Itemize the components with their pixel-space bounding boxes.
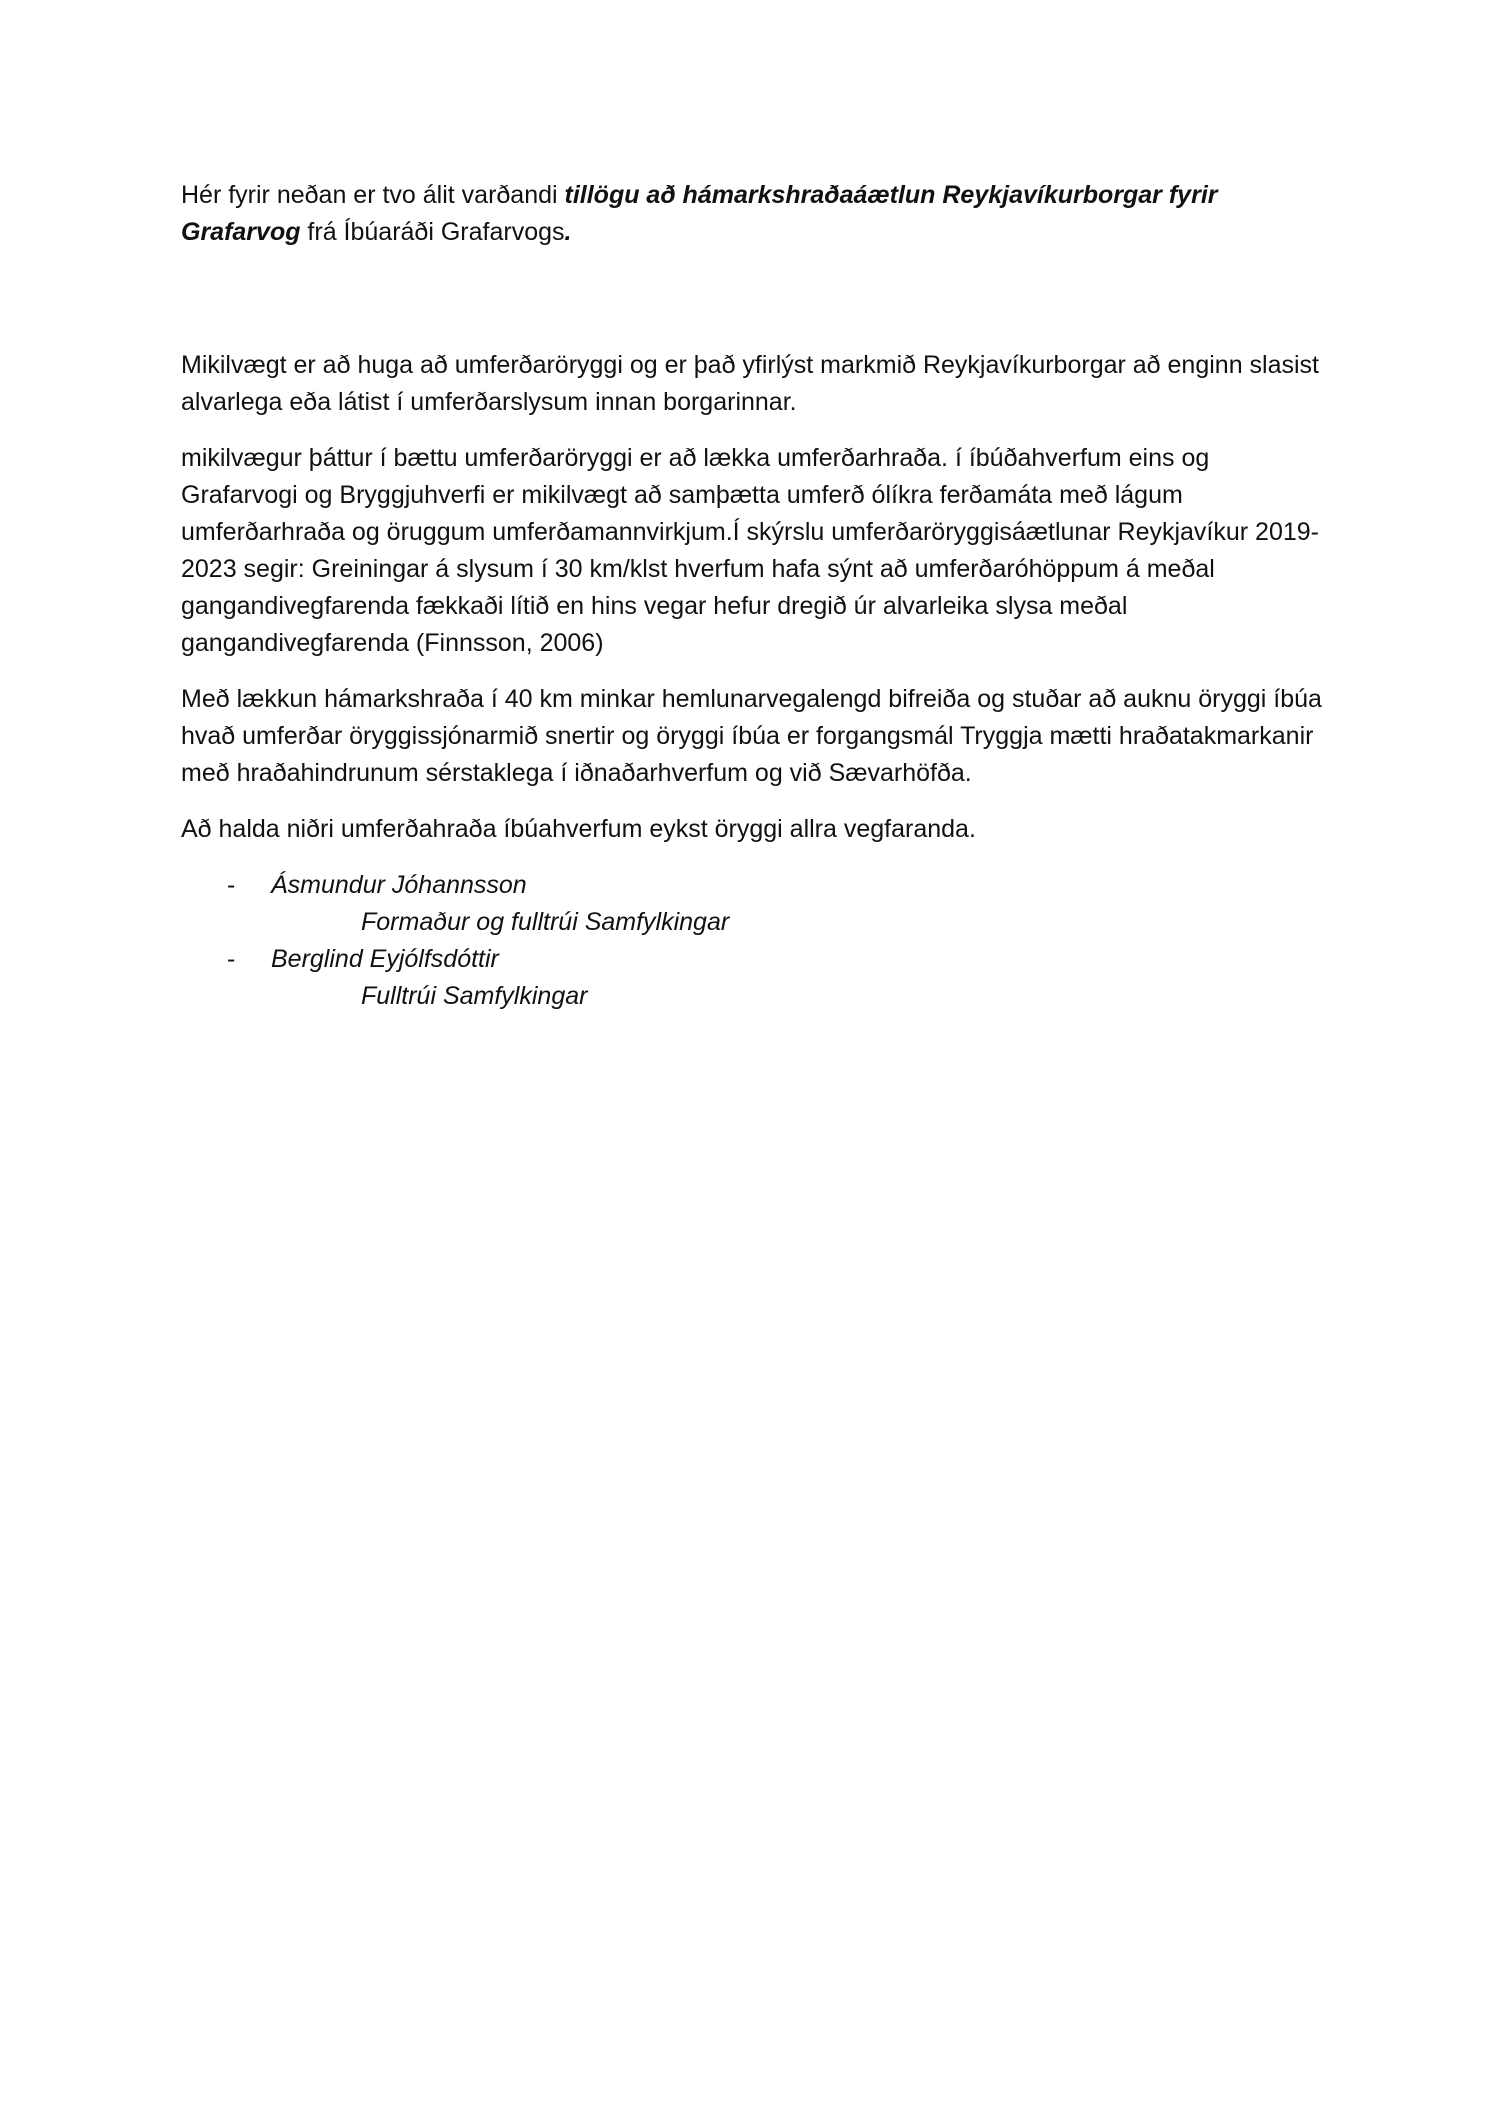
signature-list [181, 867, 1331, 1015]
signature-item [181, 941, 1331, 1015]
signer-name: Ásmundur Jóhannsson [271, 871, 527, 899]
intro-paragraph [181, 177, 1331, 251]
list-bullet: - [227, 871, 236, 899]
signer-role: Formaður og fulltrúi Samfylkingar [361, 908, 730, 936]
paragraph-conclusion: Að halda niðri umferðahraða íbúahverfum eykst öryggi allra vegfaranda. [181, 815, 976, 843]
intro-period: . [564, 218, 572, 246]
signer-role: Fulltrúi Samfylkingar [361, 982, 588, 1010]
intro-proposal-title: tillögu að hámarkshraðaáætlun Reykjavíkurborgar fyrir Grafarvog [181, 181, 1218, 246]
document-body [181, 177, 1331, 1015]
intro-prefix: Hér fyrir neðan er tvo álit varðandi [181, 181, 565, 209]
signature-item [181, 867, 1331, 941]
signer-name: Berglind Eyjólfsdóttir [271, 945, 499, 973]
intro-source: frá Íbúaráði Grafarvogs [300, 218, 565, 246]
list-bullet: - [227, 945, 236, 973]
paragraph-traffic-safety-goal: Mikilvægt er að huga að umferðaröryggi og er það yfirlýst markmið Reykjavíkurborgar að enginn slasist alvarlega eða látist í umferðarslysum innan borgarinnar. [181, 351, 1320, 416]
paragraph-lower-speed-neighborhoods: mikilvægur þáttur í bættu umferðaröryggi er að lækka umferðarhraða. í íbúðahverfum eins og Grafarvogi og Bryggjuhverfi er mikilvægt að samþætta umferð ólíkra ferðamáta með lágum umferðarhraða og öruggum umferðamannvirkjum.Í skýrslu umferðaröryggisáætlunar Reykjavíkur 2019-2023 segir: Greiningar á slysum í 30 km/klst hverfum hafa sýnt að umferðaróhöppum á meðal gangandivegfarenda fækkaði lítið en hins vegar hefur dregið úr alvarleika slysa meðal gangandivegfarenda (Finnsson, 2006) [181, 444, 1319, 657]
paragraph-40km-limit: Með lækkun hámarkshraða í 40 km minkar hemlunarvegalengd bifreiða og stuðar að auknu öryggi íbúa hvað umferðar öryggissjónarmið snertir og öryggi íbúa er forgangsmál Tryggja mætti hraðatakmarkanir með hraðahindrunum sérstaklega í iðnaðarhverfum og við Sævarhöfða. [181, 685, 1322, 787]
